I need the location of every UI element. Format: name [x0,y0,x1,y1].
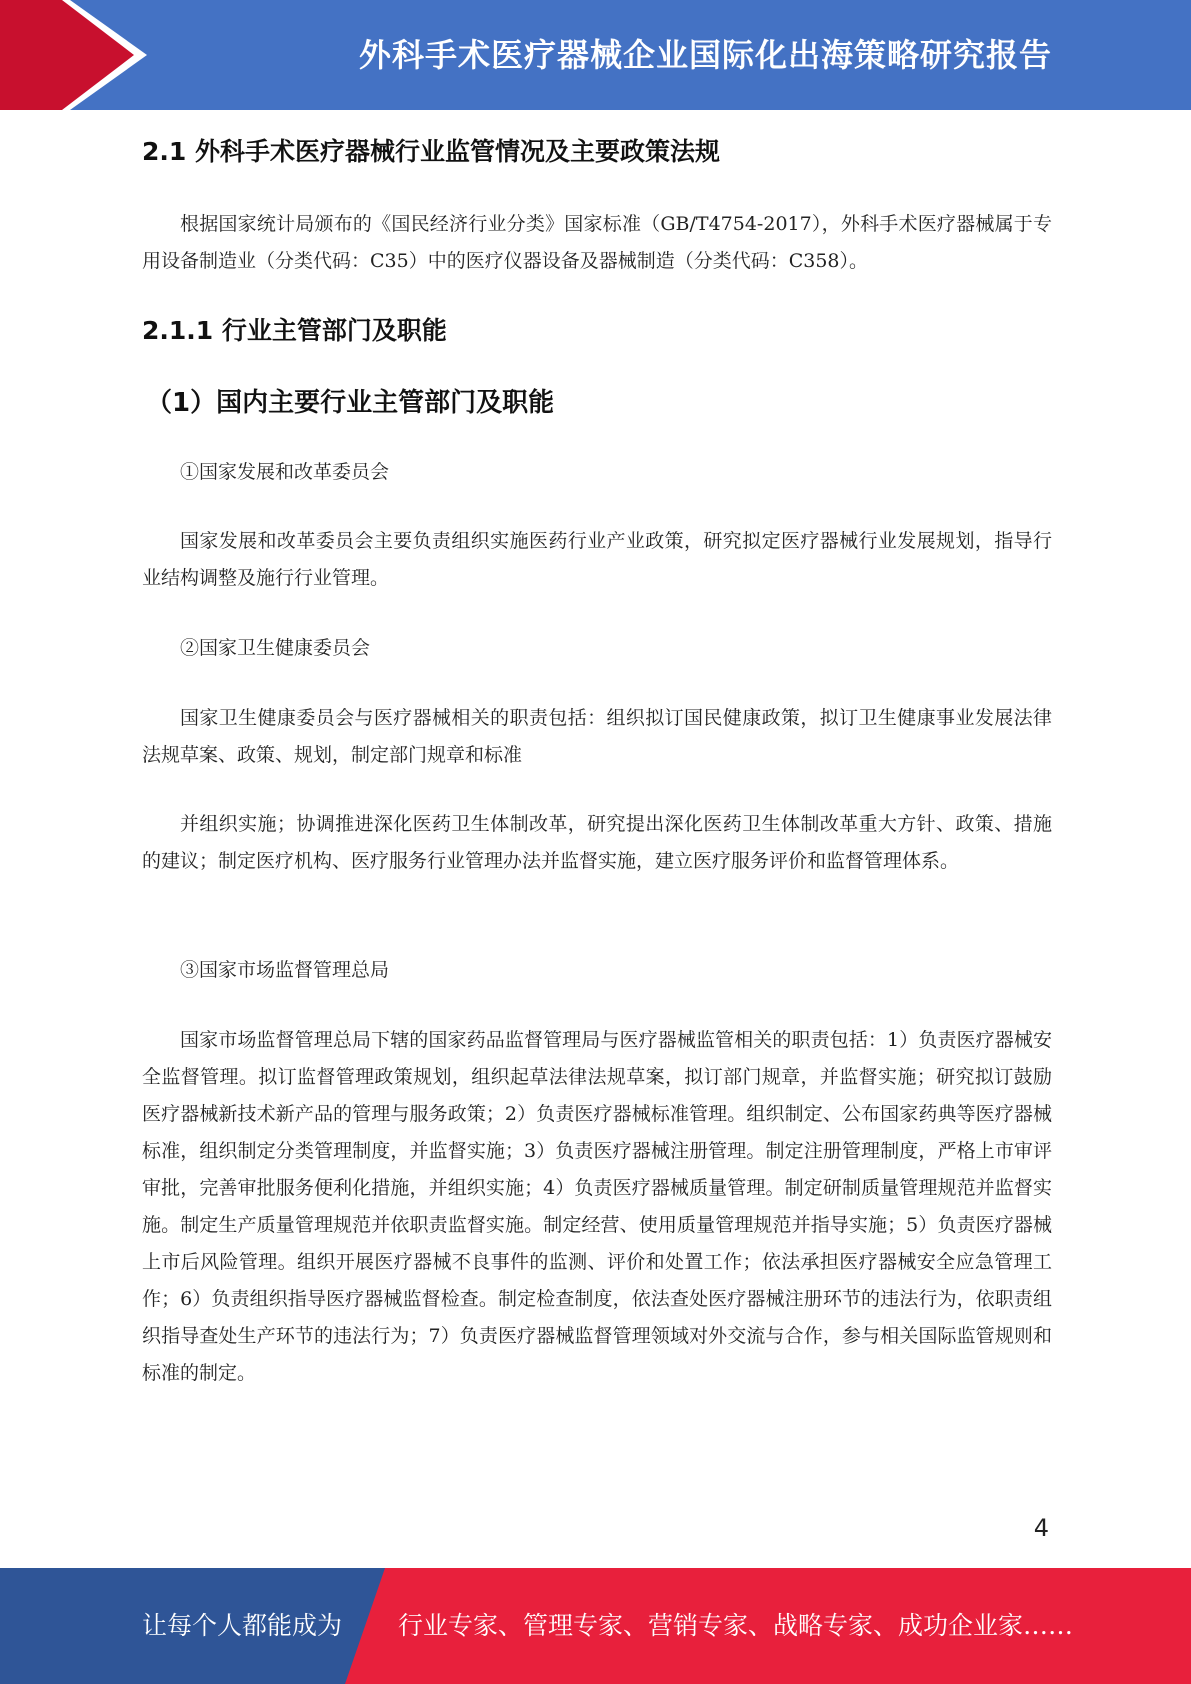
page-footer [0,1568,1191,1684]
item-title-ndrc: ①国家发展和改革委员会 [180,461,390,483]
footer-slogan-left: 让每个人都能成为 [142,1611,343,1640]
intro-paragraph: 根据国家统计局颁布的《国民经济行业分类》国家标准（GB/T4754-2017），外科手术医疗器械属于专用设备制造业（分类代码：C35）中的医疗仪器设备及器械制造（分类代码：C358）。 [142,213,1052,272]
paragraph-samr: 国家市场监督管理总局下辖的国家药品监督管理局与医疗器械监管相关的职责包括：1）负责医疗器械安全监督管理。拟订监督管理政策规划，组织起草法律法规草案，拟订部门规章，并监督实施；研究拟订鼓励医疗器械新技术新产品的管理与服务政策；2）负责医疗器械标准管理。组织制定、公布国家药典等医疗器械标准，组织制定分类管理制度，并监督实施；3）负责医疗器械注册管理。制定注册管理制度，严格上市审评审批，完善审批服务便利化措施，并组织实施；4）负责医疗器械质量管理。制定研制质量管理规范并监督实施。制定生产质量管理规范并依职责监督实施。制定经营、使用质量管理规范并指导实施；5）负责医疗器械上市后风险管理。组织开展医疗器械不良事件的监测、评价和处置工作；依法承担医疗器械安全应急管理工作；6）负责组织指导医疗器械监督检查。制定检查制度，依法查处医疗器械注册环节的违法行为，依职责组织指导查处生产环节的违法行为；7）负责医疗器械监督管理领域对外交流与合作，参与相关国际监管规则和标准的制定。 [142,1029,1052,1384]
header-chevron-icon [0,0,160,110]
paragraph-ndrc: 国家发展和改革委员会主要负责组织实施医药行业产业政策，研究拟定医疗器械行业发展规划，指导行业结构调整及施行行业管理。 [142,530,1052,589]
subsection-heading: 2.1.1 行业主管部门及职能 [142,316,447,345]
subsubsection-heading: （1）国内主要行业主管部门及职能 [146,388,555,418]
paragraph-nhc-1: 国家卫生健康委员会与医疗器械相关的职责包括：组织拟订国民健康政策，拟订卫生健康事业发展法律法规草案、政策、规划，制定部门规章和标准 [142,707,1052,766]
item-title-nhc: ②国家卫生健康委员会 [180,637,371,659]
section-heading: 2.1 外科手术医疗器械行业监管情况及主要政策法规 [142,137,720,166]
item-title-samr: ③国家市场监督管理总局 [180,959,390,981]
paragraph-nhc-2: 并组织实施；协调推进深化医药卫生体制改革，研究提出深化医药卫生体制改革重大方针、政策、措施的建议；制定医疗机构、医疗服务行业管理办法并监督实施，建立医疗服务评价和监督管理体系。 [142,813,1052,872]
page-header [0,0,1191,110]
footer-slogan-right: 行业专家、管理专家、营销专家、战略专家、成功企业家…… [398,1611,1074,1640]
page-number: 4 [1033,1514,1049,1542]
report-title: 外科手术医疗器械企业国际化出海策略研究报告 [358,36,1052,74]
